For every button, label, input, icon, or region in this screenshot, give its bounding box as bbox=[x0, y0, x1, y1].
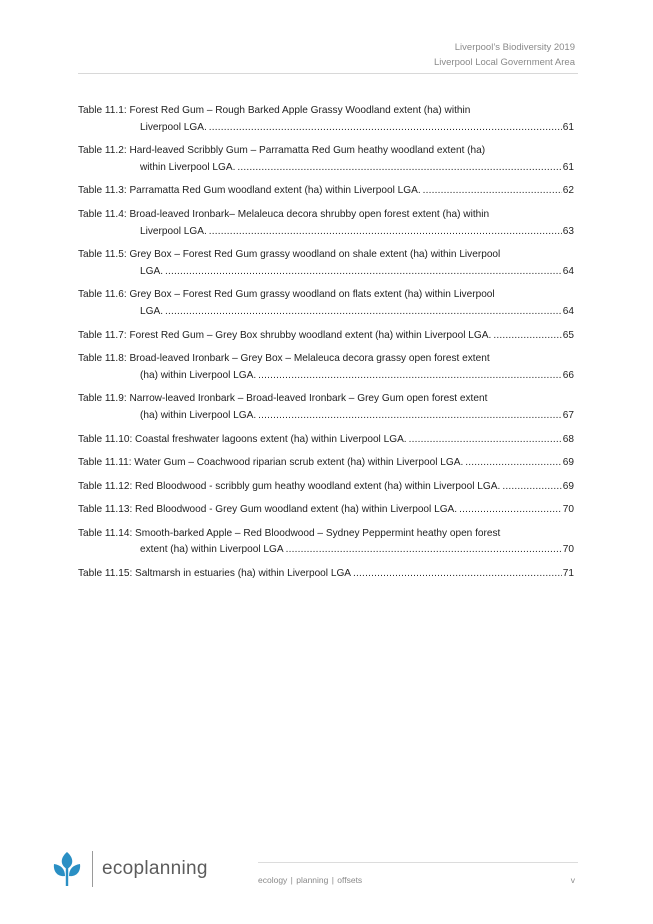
toc-entry-title: Table 11.10: Coastal freshwater lagoons extent (ha) within Liverpool LGA. bbox=[78, 433, 407, 445]
toc-entry-title: within Liverpool LGA. bbox=[140, 161, 236, 173]
dot-leader bbox=[237, 160, 561, 177]
toc-entry-line bbox=[78, 103, 574, 120]
toc-entry-title: Table 11.2: Hard-leaved Scribbly Gum – Parramatta Red Gum heathy woodland extent (ha) bbox=[78, 145, 486, 157]
toc-entry[interactable] bbox=[78, 351, 574, 384]
toc-page-number: 66 bbox=[562, 369, 574, 381]
toc-entry[interactable] bbox=[78, 247, 574, 280]
page-number: v bbox=[570, 875, 575, 885]
ecoplanning-logo bbox=[50, 850, 208, 888]
toc-entry-line bbox=[78, 432, 574, 449]
toc-page-number: 70 bbox=[562, 504, 574, 516]
toc-entry-title: Table 11.5: Grey Box – Forest Red Gum grassy woodland on shale extent (ha) within Liverpool bbox=[78, 249, 501, 261]
toc-page-number: 64 bbox=[562, 265, 574, 277]
toc-entry-line bbox=[78, 391, 574, 408]
dot-leader bbox=[258, 368, 562, 385]
toc-entry[interactable] bbox=[78, 103, 574, 136]
toc-entry-line bbox=[78, 328, 574, 345]
toc-entry-title: Table 11.3: Parramatta Red Gum woodland extent (ha) within Liverpool LGA. bbox=[78, 185, 421, 197]
footer-tagline: ecology | planning | offsets bbox=[258, 875, 363, 885]
toc-entry-line bbox=[78, 455, 574, 472]
toc-entry[interactable] bbox=[78, 328, 574, 345]
toc-page-number: 69 bbox=[562, 480, 574, 492]
dot-leader bbox=[209, 120, 562, 137]
toc-page-number: 61 bbox=[562, 161, 574, 173]
toc-entry-title: Liverpool LGA. bbox=[140, 121, 207, 133]
toc-entry-title: Table 11.12: Red Bloodwood - scribbly gum heathy woodland extent (ha) within Liverpool LGA. bbox=[78, 480, 501, 492]
toc-entry[interactable] bbox=[78, 143, 574, 176]
toc-entry[interactable] bbox=[78, 479, 574, 496]
header-report-area: Liverpool Local Government Area bbox=[434, 57, 575, 68]
toc-entry[interactable] bbox=[78, 287, 574, 320]
toc-entry-line bbox=[78, 183, 574, 200]
toc-entry-title: Table 11.7: Forest Red Gum – Grey Box shrubby woodland extent (ha) within Liverpool LGA. bbox=[78, 329, 492, 341]
toc-entry[interactable] bbox=[78, 526, 574, 559]
toc-entry-title: Table 11.14: Smooth-barked Apple – Red Bloodwood – Sydney Peppermint heathy open forest bbox=[78, 527, 501, 539]
toc-page-number: 70 bbox=[562, 544, 574, 556]
toc-entry-continuation bbox=[78, 264, 574, 281]
toc-page-number: 67 bbox=[562, 409, 574, 421]
toc-entry-title: Table 11.11: Water Gum – Coachwood riparian scrub extent (ha) within Liverpool LGA. bbox=[78, 457, 464, 469]
logo-wordmark: ecoplanning bbox=[102, 858, 208, 879]
dot-leader bbox=[409, 432, 562, 449]
footer-divider bbox=[258, 862, 578, 863]
toc-entry-title: Table 11.15: Saltmarsh in estuaries (ha) within Liverpool LGA bbox=[78, 568, 352, 580]
dot-leader bbox=[165, 264, 562, 281]
toc-page-number: 69 bbox=[562, 457, 574, 469]
dot-leader bbox=[423, 183, 562, 200]
toc-entry-line bbox=[78, 287, 574, 304]
toc-entry-title: LGA. bbox=[140, 265, 164, 277]
toc-entry-line bbox=[78, 479, 574, 496]
toc-entry-title: LGA. bbox=[140, 305, 164, 317]
toc-page-number: 61 bbox=[562, 121, 574, 133]
ecoplanning-leaf-logo-icon bbox=[50, 850, 84, 888]
toc-entry-continuation bbox=[78, 224, 574, 241]
dot-leader bbox=[502, 479, 561, 496]
toc-entry-line bbox=[78, 351, 574, 368]
dot-leader bbox=[465, 455, 562, 472]
toc-entry-continuation bbox=[78, 160, 574, 177]
toc-entry[interactable] bbox=[78, 432, 574, 449]
toc-entry-title: (ha) within Liverpool LGA. bbox=[140, 409, 257, 421]
toc-entry[interactable] bbox=[78, 502, 574, 519]
toc-entry-continuation bbox=[78, 304, 574, 321]
toc-page-number: 71 bbox=[562, 568, 574, 580]
toc-entry[interactable] bbox=[78, 207, 574, 240]
logo-divider bbox=[92, 851, 93, 887]
list-of-tables bbox=[78, 103, 574, 590]
toc-entry-title: (ha) within Liverpool LGA. bbox=[140, 369, 257, 381]
dot-leader bbox=[493, 328, 561, 345]
toc-entry-continuation bbox=[78, 368, 574, 385]
toc-entry[interactable] bbox=[78, 566, 574, 583]
dot-leader bbox=[353, 566, 562, 583]
toc-page-number: 64 bbox=[562, 305, 574, 317]
toc-entry-line bbox=[78, 526, 574, 543]
toc-entry-title: Liverpool LGA. bbox=[140, 225, 207, 237]
dot-leader bbox=[209, 224, 562, 241]
toc-entry-line bbox=[78, 502, 574, 519]
toc-entry[interactable] bbox=[78, 391, 574, 424]
toc-entry-title: Table 11.8: Broad-leaved Ironbark – Grey Box – Melaleuca decora grassy open forest extent bbox=[78, 353, 490, 365]
toc-entry-title: extent (ha) within Liverpool LGA bbox=[140, 544, 284, 556]
dot-leader bbox=[459, 502, 562, 519]
toc-entry-line bbox=[78, 247, 574, 264]
toc-page-number: 68 bbox=[562, 433, 574, 445]
dot-leader bbox=[286, 542, 562, 559]
toc-entry[interactable] bbox=[78, 455, 574, 472]
dot-leader bbox=[165, 304, 562, 321]
toc-page-number: 63 bbox=[562, 225, 574, 237]
dot-leader bbox=[258, 408, 562, 425]
toc-entry-line bbox=[78, 143, 574, 160]
toc-entry-title: Table 11.13: Red Bloodwood - Grey Gum woodland extent (ha) within Liverpool LGA. bbox=[78, 504, 458, 516]
toc-entry-title: Table 11.9: Narrow-leaved Ironbark – Broad-leaved Ironbark – Grey Gum open forest extent bbox=[78, 393, 488, 405]
toc-entry-line bbox=[78, 566, 574, 583]
toc-entry-title: Table 11.6: Grey Box – Forest Red Gum grassy woodland on flats extent (ha) within Liverpool bbox=[78, 289, 495, 301]
toc-entry-continuation bbox=[78, 408, 574, 425]
toc-entry-title: Table 11.4: Broad-leaved Ironbark– Melaleuca decora shrubby open forest extent (ha) within bbox=[78, 208, 490, 220]
toc-entry-continuation bbox=[78, 542, 574, 559]
toc-entry[interactable] bbox=[78, 183, 574, 200]
toc-entry-title: Table 11.1: Forest Red Gum – Rough Barked Apple Grassy Woodland extent (ha) within bbox=[78, 105, 471, 116]
running-header bbox=[434, 40, 575, 70]
header-report-title: Liverpool’s Biodiversity 2019 bbox=[454, 42, 575, 53]
header-divider bbox=[78, 73, 578, 74]
toc-page-number: 65 bbox=[562, 329, 574, 341]
toc-entry-continuation bbox=[78, 120, 574, 137]
toc-entry-line bbox=[78, 207, 574, 224]
toc-page-number: 62 bbox=[562, 185, 574, 197]
